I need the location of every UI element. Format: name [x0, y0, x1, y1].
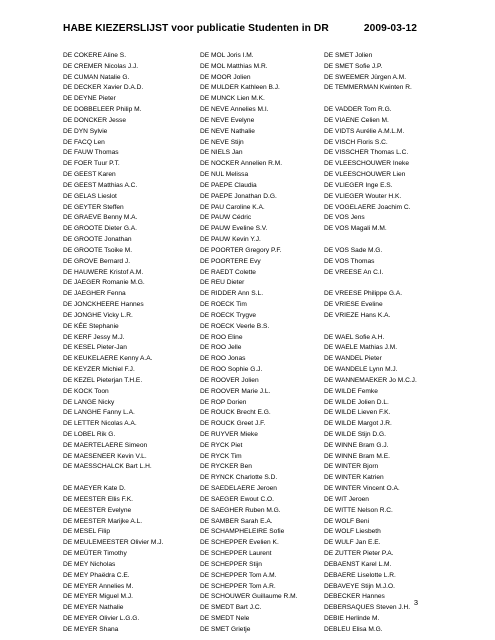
list-item: DE RYNCK Charlotte S.D. [200, 474, 278, 482]
list-item: DE GROOTE Jonathan [63, 236, 132, 244]
list-item: DE FACQ Len [63, 138, 105, 146]
list-item: DE NEVE Annelies M.I. [200, 106, 269, 114]
list-item: DE POORTERE Evy [200, 257, 261, 265]
list-item: DE NUL Melissa [200, 171, 249, 179]
list-item: DE SCHEPPER Evelien K. [200, 539, 279, 547]
list-item: DE VOS Sade M.G. [324, 246, 383, 254]
list-item: DE KOCK Toon [63, 387, 109, 395]
list-item: DE MESEL Filip [63, 528, 111, 536]
list-item: DE VADDER Tom R.G. [324, 106, 392, 114]
list-item: DE WANDELE Lynn M.J. [324, 366, 398, 374]
list-item: DE MEYER Annelies M. [63, 582, 134, 590]
list-item: DE PAUW Kevin Y.J. [200, 236, 261, 244]
list-item: DE RAEDT Colette [200, 268, 256, 276]
list-item: DE DEYNE Pieter [63, 95, 116, 103]
list-item: DE WULF Jan E.E. [324, 539, 381, 547]
list-item: DE KEUKELAERE Kenny A.A. [63, 355, 153, 363]
list-item: DE GEYTER Steffen [63, 203, 124, 211]
list-item: DE RYCKER Ben [200, 463, 252, 471]
list-item: DE DECKER Xavier D.A.D. [63, 84, 144, 92]
list-item: DE VOS Thomas [324, 257, 375, 265]
list-item: DE SAMBER Sarah E.A. [200, 517, 273, 525]
list-item: DE MAESSCHALCK Bart L.H. [63, 463, 152, 471]
list-item: DE NOCKER Annelien R.M. [200, 160, 283, 168]
list-item: DE DOBBELEER Philip M. [63, 106, 142, 114]
list-item: DE ROO Sophie G.J. [200, 366, 263, 374]
list-item: DE VLIEGER Inge E.S. [324, 181, 393, 189]
list-item: DE LANGHE Fanny L.A. [63, 409, 135, 417]
list-item: DEBIE Herlinde M. [324, 615, 380, 623]
list-item: DE MOOR Jolien [200, 73, 251, 81]
list-item: DE JAEGHER Fenna [63, 290, 126, 298]
document-title: HABE KIEZERSLIJST voor publicatie Studenten in DR [63, 23, 329, 34]
list-item: DE SCHAMPHELEIRE Sofie [200, 528, 285, 536]
list-item: DE GEEST Karen [63, 171, 116, 179]
list-item: DE SAEGHER Ruben M.G. [200, 506, 281, 514]
list-item: DE CUMAN Natalie G. [63, 73, 130, 81]
list-item: DE ROECK Tim [200, 301, 247, 309]
list-item: DE LOBEL Rik G. [63, 430, 116, 438]
list-item: DE MEYER Olivier L.G.G. [63, 615, 140, 623]
list-item: DE MOL Matthias M.R. [200, 62, 268, 70]
list-item: DE JAEGER Romanie M.G. [63, 279, 145, 287]
list-item: DE WOLF Beni [324, 517, 370, 525]
list-item: DE VOS Jens [324, 214, 365, 222]
list-item: DE ROUCK Greet J.F. [200, 420, 266, 428]
page-number: 3 [413, 598, 418, 607]
list-item: DE MOL Joris I.M. [200, 52, 254, 59]
list-item: DE MEYER Miguel M.J. [63, 593, 133, 601]
list-item: DEBECKER Hannes [324, 593, 385, 601]
list-item: DE MAEYER Kate D. [63, 485, 126, 493]
list-item: DE WANDEL Pieter [324, 355, 382, 363]
list-item: DE WITTE Nelson R.C. [324, 506, 393, 514]
list-item: DE VIAENE Celien M. [324, 116, 389, 124]
list-item: DE SMET Grietje [200, 625, 251, 633]
list-item: DE WINTER Bjorn [324, 463, 379, 471]
list-item: DE SCHEPPER Tom A.M. [200, 571, 277, 579]
list-item: DE LETTER Nicolas A.A. [63, 420, 137, 428]
list-item: DE POORTER Gregory P.F. [200, 246, 282, 254]
list-item: DE SMEDT Nele [200, 615, 250, 623]
list-item: DE WAELE Mathias J.M. [324, 344, 398, 352]
list-item: DE WINTER Katrien [324, 474, 384, 482]
name-column-2 [200, 51, 324, 636]
list-item: DE VRIESE Eveline [324, 301, 383, 309]
list-item: DE PAEPE Jonathan D.G. [200, 192, 277, 200]
list-item: DE WANNEMAEKER Jo M.C.J. [324, 376, 417, 384]
list-item: DE VLEESCHOUWER Ineke [324, 160, 410, 168]
list-item: DE MEÜTER Timothy [63, 550, 127, 558]
list-item: DE ROUCK Brecht E.G. [200, 409, 271, 417]
list-item: DE ROO Jonas [200, 355, 246, 363]
list-item: DE MEYER Nathalie [63, 604, 124, 612]
list-item: DE ROP Dorien [200, 398, 247, 406]
list-item: DE VLIEGER Wouter H.K. [324, 192, 402, 200]
name-column-3 [324, 51, 454, 636]
list-item: DE MUNCK Lien M.K. [200, 95, 265, 103]
list-item: DE SCHEPPER Laurent [200, 550, 272, 558]
list-item: DE ROECK Trygve [200, 311, 257, 319]
list-item: DE ROOVER Jolien [200, 376, 259, 384]
list-item: DE MEULEMEESTER Olivier M.J. [63, 539, 164, 547]
list-item: DE MEESTER Marijke A.L. [63, 517, 143, 525]
list-item: DE JONCKHEERE Hannes [63, 301, 144, 309]
list-item: DE WIT Jeroen [324, 495, 369, 503]
list-item: DE KEYZER Michiel F.J. [63, 366, 135, 374]
list-item [324, 322, 454, 333]
list-item: DE RYCK Piet [200, 441, 243, 449]
list-item: DEBAERE Liselotte L.R. [324, 571, 396, 579]
list-item: DE VREESE An C.I. [324, 268, 384, 276]
list-item: DE SWEEMER Jürgen A.M. [324, 73, 407, 81]
list-item: DE CREMER Nicolas J.J. [63, 62, 139, 70]
list-item: DE SCHEPPER Stijn [200, 560, 262, 568]
name-column-1 [63, 51, 200, 636]
list-item: DE WILDE Lieven F.K. [324, 409, 391, 417]
list-item: DE KÉE Stephanie [63, 322, 119, 330]
list-item: DEBLEU Elisa M.G. [324, 625, 383, 633]
list-item: DE MEY Nicholas [63, 560, 116, 568]
document-date: 2009-03-12 [363, 23, 417, 34]
list-item: DE SMEDT Bart J.C. [200, 604, 262, 612]
list-item: DE ROOVER Marie J.L. [200, 387, 271, 395]
list-item: DE JONGHE Vicky L.R. [63, 311, 133, 319]
list-item: DE HAUWERE Kristof A.M. [63, 268, 144, 276]
list-item: DE LANGE Nicky [63, 398, 115, 406]
list-item: DE VREESE Philippe G.A. [324, 290, 403, 298]
list-item [324, 235, 454, 246]
list-item: DE PAUW Cédric [200, 214, 252, 222]
list-item: DE TEMMERMAN Kwinten R. [324, 84, 412, 92]
list-item: DE ROO Eline [200, 333, 243, 341]
list-item: DE ZUTTER Pieter P.A. [324, 550, 394, 558]
list-item: DE WILDE Margot J.R. [324, 420, 392, 428]
list-item: DE WILDE Jolien D.L. [324, 398, 389, 406]
list-item: DE RUYVER Mieke [200, 430, 258, 438]
list-item: DE FOER Tuur P.T. [63, 160, 120, 168]
list-item: DE PAEPE Claudia [200, 181, 257, 189]
list-item: DE PAUW Eveline S.V. [200, 225, 268, 233]
list-item: DE MEYER Shana [63, 625, 119, 633]
list-item: DEBERSAQUES Steven J.H. [324, 604, 411, 612]
list-item: DE VISSCHER Thomas L.C. [324, 149, 409, 157]
list-item: DE VISCH Floris S.C. [324, 138, 388, 146]
list-item: DE WINNE Bram G.J. [324, 441, 389, 449]
list-item: DE GROVE Bernard J. [63, 257, 131, 265]
list-item: DE VLEESCHOUWER Lien [324, 171, 406, 179]
list-item: DE WAEL Sofie A.H. [324, 333, 385, 341]
list-item: DE MAESENEER Kevin V.L. [63, 452, 147, 460]
list-item: DE KERF Jessy M.J. [63, 333, 125, 341]
list-item: DE VIDTS Aurélie A.M.L.M. [324, 127, 405, 135]
list-item: DE NIELS Jan [200, 149, 243, 157]
page-header [63, 23, 417, 34]
list-item: DE WINTER Vincent O.A. [324, 485, 400, 493]
list-item: DE MEESTER Ellis F.K. [63, 495, 133, 503]
list-item: DE DONCKER Jesse [63, 116, 127, 124]
list-item: DE PAU Caroline K.A. [200, 203, 265, 211]
list-item: DE WOLF Liesbeth [324, 528, 381, 536]
list-item: DE MAERTELAERE Simeon [63, 441, 148, 449]
list-item: DE RIDDER Ann S.L. [200, 290, 264, 298]
list-item: DE ROECK Veerle B.S. [200, 322, 270, 330]
list-item: DE ROO Jelle [200, 344, 242, 352]
list-item: DE GELAS Lieslot [63, 192, 117, 200]
list-item: DE SCHOUWER Guillaume R.M. [200, 593, 298, 601]
list-item: DE DYN Sylvie [63, 127, 108, 135]
list-item: DE GROOTE Dieter G.A. [63, 225, 138, 233]
list-item [324, 278, 454, 289]
list-item: DE NEVE Evelyne [200, 116, 255, 124]
list-item: DE NEVE Stijn [200, 138, 244, 146]
list-item: DE SMET Sofie J.P. [324, 62, 383, 70]
list-item: DEBAVEYE Stijn M.J.O. [324, 582, 395, 590]
list-item: DE MULDER Kathleen B.J. [200, 84, 280, 92]
list-item: DE VRIEZE Hans K.A. [324, 311, 391, 319]
list-item: DE SAEDELAERE Jeroen [200, 485, 277, 493]
list-item: DE RYCK Tim [200, 452, 242, 460]
list-item: DE NEVE Nathalie [200, 127, 255, 135]
list-item: DE MEESTER Evelyne [63, 506, 132, 514]
list-item: DE WINNE Bram M.E. [324, 452, 390, 460]
list-item: DE MEY Phaëdra C.E. [63, 571, 130, 579]
list-item: DE COKERE Aline S. [63, 52, 127, 59]
list-item: DE SAEGER Ewout C.O. [200, 495, 275, 503]
list-item: DE FAUW Thomas [63, 149, 119, 157]
list-item: DE VOS Magali M.M. [324, 225, 387, 233]
list-item: DE GRAEVE Benny M.A. [63, 214, 138, 222]
list-item: DEBAENST Karel L.M. [324, 560, 392, 568]
list-item: DE SCHEPPER Tom A.R. [200, 582, 276, 590]
list-item: DE GEEST Matthias A.C. [63, 181, 138, 189]
list-item: DE VOGELAERE Joachim C. [324, 203, 411, 211]
list-item [324, 94, 454, 105]
voter-list [63, 51, 454, 636]
list-item: DE WILDE Femke [324, 387, 378, 395]
list-item: DE GROOTE Tsoike M. [63, 246, 133, 254]
list-item: DE KEZEL Pieterjan T.H.E. [63, 376, 143, 384]
list-item: DE REU Dieter [200, 279, 245, 287]
list-item: DE SMET Jolien [324, 52, 373, 59]
list-item: DE KESEL Pieter-Jan [63, 344, 127, 352]
list-item [63, 473, 200, 484]
list-item: DE WILDE Stijn D.G. [324, 430, 386, 438]
